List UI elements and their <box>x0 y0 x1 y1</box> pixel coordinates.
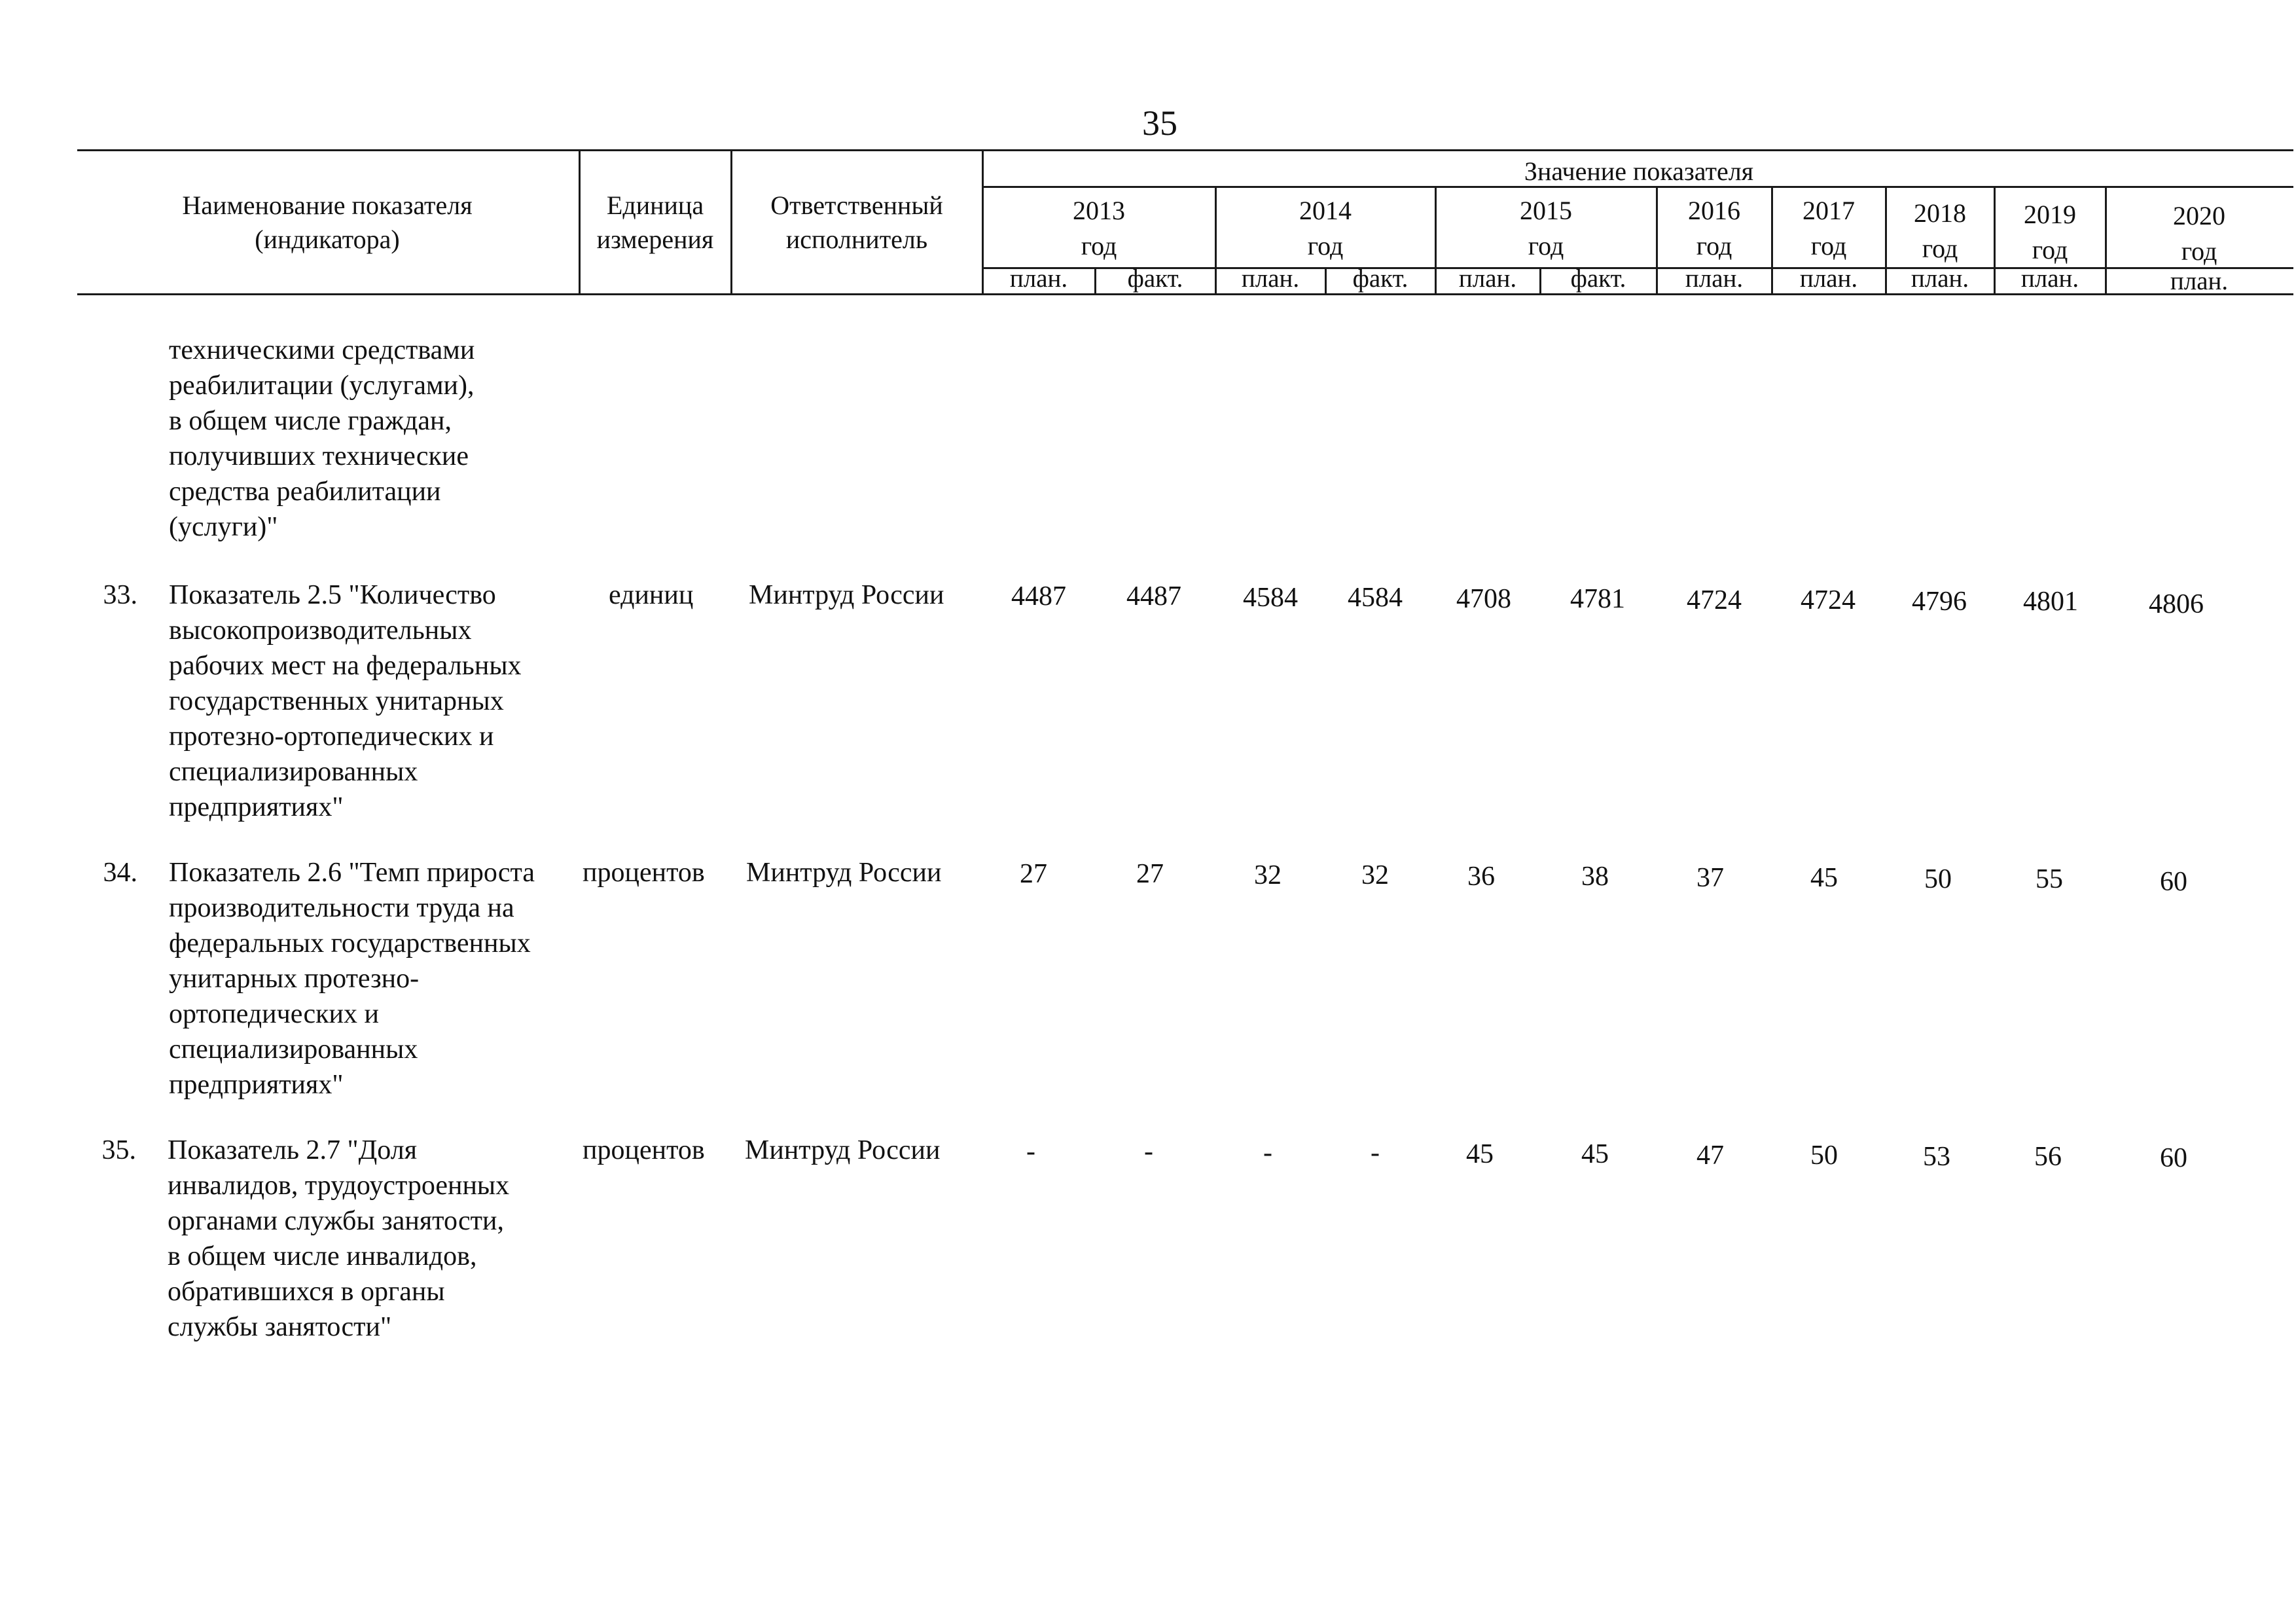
row-number: 34. <box>103 858 137 888</box>
subcol-2017-plan: план. <box>1799 264 1858 293</box>
col-divider-2014 <box>1215 187 1217 295</box>
row-unit: единиц <box>609 580 694 610</box>
col-divider-2019 <box>1994 187 1996 295</box>
row-name-line: инвалидов, трудоустроенных <box>168 1171 510 1201</box>
col-divider-2020 <box>2105 187 2107 295</box>
col-divider-2016 <box>1656 187 1658 295</box>
subcol-2020-plan: план. <box>2170 267 2229 295</box>
value-2013-fact: 4487 <box>1126 581 1181 611</box>
header-name-line2: (индикатора) <box>255 225 400 254</box>
row-name-line: высокопроизводительных <box>169 615 472 646</box>
value-2015-plan: 36 <box>1467 862 1495 892</box>
header-year-2016: 2016 <box>1688 196 1740 225</box>
value-2015-fact: 45 <box>1581 1139 1609 1169</box>
value-2014-fact: 4584 <box>1348 583 1403 613</box>
row-name-line: специализированных <box>169 1034 418 1065</box>
row-name-line: протезно-ортопедических и <box>169 721 494 752</box>
subcol-2018-plan: план. <box>1910 264 1969 293</box>
value-2018-plan: 50 <box>1924 864 1952 894</box>
row-name-line: органами службы занятости, <box>168 1206 504 1236</box>
row-name-line: Показатель 2.6 "Темп прироста <box>169 858 535 888</box>
header-year-2014-sub: год <box>1307 231 1344 261</box>
row-name-line: специализированных <box>169 757 418 787</box>
value-2014-plan: 4584 <box>1243 583 1298 613</box>
value-2013-fact: - <box>1144 1137 1153 1167</box>
value-2015-plan: 45 <box>1466 1139 1494 1169</box>
row-name-line: предприятиях" <box>169 792 344 822</box>
row-name-line: обратившихся в органы <box>168 1277 445 1307</box>
value-2014-fact: 32 <box>1361 860 1389 890</box>
subcol-2013-plan: план. <box>1009 264 1068 293</box>
subcol-2013-fact: факт. <box>1127 264 1183 293</box>
subcol-2019-plan: план. <box>2020 264 2079 293</box>
continuation-line: в общем числе граждан, <box>169 406 452 436</box>
header-year-2015: 2015 <box>1520 196 1572 225</box>
row-unit: процентов <box>583 1135 705 1165</box>
value-2017-plan: 45 <box>1810 863 1838 893</box>
value-2020-plan: 60 <box>2160 867 2187 897</box>
value-2019-plan: 56 <box>2034 1142 2062 1172</box>
header-year-2018-sub: год <box>1922 234 1958 263</box>
header-year-2013-sub: год <box>1081 231 1117 261</box>
row-name-line: Показатель 2.7 "Доля <box>168 1135 418 1165</box>
value-2018-plan: 53 <box>1923 1142 1950 1172</box>
row-unit: процентов <box>583 858 705 888</box>
row-name-line: унитарных протезно- <box>169 964 420 994</box>
row-name-line: ортопедических и <box>169 999 379 1029</box>
subcol-2016-plan: план. <box>1685 264 1744 293</box>
value-2015-fact: 4781 <box>1570 584 1625 614</box>
header-year-2020: 2020 <box>2173 201 2225 230</box>
row-responsible: Минтруд России <box>745 1135 941 1165</box>
continuation-line: средства реабилитации <box>169 477 441 507</box>
col-divider-unit <box>730 151 732 295</box>
header-year-2020-sub: год <box>2181 236 2217 266</box>
col-divider-2015 <box>1435 187 1437 295</box>
row-name-line: в общем числе инвалидов, <box>168 1241 477 1271</box>
header-year-2017: 2017 <box>1803 196 1855 225</box>
row-name-line: Показатель 2.5 "Количество <box>169 580 496 610</box>
subcol-2014-plan: план. <box>1241 264 1300 293</box>
header-year-2015-sub: год <box>1528 231 1564 261</box>
continuation-line: получивших технические <box>169 441 469 471</box>
header-unit-line2: измерения <box>596 225 714 254</box>
value-2017-plan: 50 <box>1810 1140 1838 1171</box>
continuation-line: (услуги)" <box>169 512 278 542</box>
header-top-rule <box>77 149 2293 151</box>
value-2013-plan: 4487 <box>1011 581 1066 611</box>
header-year-2013: 2013 <box>1073 196 1125 225</box>
value-2015-fact: 38 <box>1581 862 1609 892</box>
header-responsible-line1: Ответственный <box>770 191 943 220</box>
header-year-2014: 2014 <box>1299 196 1352 225</box>
header-unit-line1: Единица <box>606 191 704 220</box>
value-2014-fact: - <box>1371 1138 1380 1168</box>
value-2016-plan: 37 <box>1696 863 1724 893</box>
value-2017-plan: 4724 <box>1801 585 1856 615</box>
value-2013-plan: - <box>1026 1137 1035 1167</box>
row-responsible: Минтруд России <box>749 580 944 610</box>
value-2019-plan: 55 <box>2036 864 2063 894</box>
col-divider-name <box>579 151 581 295</box>
value-2014-plan: - <box>1263 1138 1272 1168</box>
subcol-2015-fact: факт. <box>1570 264 1626 293</box>
value-2014-plan: 32 <box>1254 860 1282 890</box>
value-2013-plan: 27 <box>1020 859 1047 889</box>
subcol-2015-plan: план. <box>1458 264 1517 293</box>
continuation-line: техническими средствами <box>169 335 475 365</box>
header-year-2017-sub: год <box>1810 231 1847 261</box>
header-year-2019: 2019 <box>2024 200 2076 229</box>
row-name-line: федеральных государственных <box>169 928 531 958</box>
subcol-2014-fact: факт. <box>1352 264 1408 293</box>
continuation-line: реабилитации (услугами), <box>169 371 475 401</box>
value-2018-plan: 4796 <box>1912 587 1967 617</box>
header-year-2018: 2018 <box>1914 198 1966 228</box>
value-2013-fact: 27 <box>1136 859 1164 889</box>
row-number: 33. <box>103 580 137 610</box>
col-divider-2018 <box>1885 187 1887 295</box>
page-number: 35 <box>1142 103 1177 143</box>
col-divider-responsible <box>982 151 984 295</box>
row-name-line: предприятиях" <box>169 1070 344 1100</box>
row-responsible: Минтруд России <box>746 858 942 888</box>
row-name-line: производительности труда на <box>169 893 514 923</box>
value-2019-plan: 4801 <box>2023 587 2078 617</box>
header-year-2019-sub: год <box>2032 235 2068 264</box>
subcol-divider-2013 <box>1094 268 1096 295</box>
col-divider-2017 <box>1771 187 1773 295</box>
value-2015-plan: 4708 <box>1456 584 1511 614</box>
value-2016-plan: 4724 <box>1687 585 1742 615</box>
row-name-line: государственных унитарных <box>169 686 504 716</box>
header-responsible-line2: исполнитель <box>785 225 928 254</box>
row-number: 35. <box>101 1135 136 1165</box>
header-name-line1: Наименование показателя <box>182 191 473 220</box>
value-2020-plan: 4806 <box>2149 589 2204 619</box>
subcol-divider-2014 <box>1325 268 1327 295</box>
header-year-2016-sub: год <box>1696 231 1732 261</box>
row-name-line: службы занятости" <box>168 1312 392 1342</box>
value-2016-plan: 47 <box>1696 1140 1724 1171</box>
header-values-group: Значение показателя <box>1524 156 1754 186</box>
subcol-divider-2015 <box>1539 268 1541 295</box>
value-2020-plan: 60 <box>2160 1143 2187 1173</box>
row-name-line: рабочих мест на федеральных <box>169 651 522 681</box>
